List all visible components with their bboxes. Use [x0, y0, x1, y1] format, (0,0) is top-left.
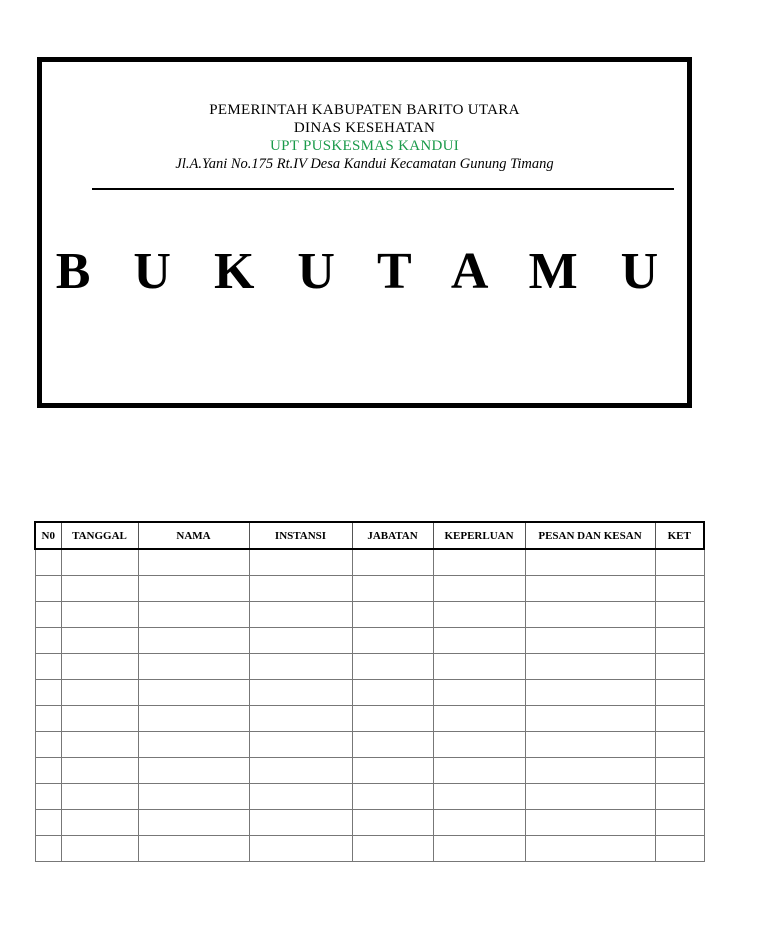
- table-cell: [655, 758, 704, 784]
- table-cell: [525, 628, 655, 654]
- table-cell: [249, 706, 352, 732]
- table-cell: [35, 602, 61, 628]
- table-cell: [61, 836, 138, 862]
- table-cell: [61, 628, 138, 654]
- table-cell: [525, 654, 655, 680]
- table-cell: [138, 810, 249, 836]
- table-row: [35, 680, 704, 706]
- column-header-nama: NAMA: [138, 522, 249, 549]
- table-cell: [61, 706, 138, 732]
- table-cell: [525, 732, 655, 758]
- table-cell: [61, 576, 138, 602]
- column-header-tanggal: TANGGAL: [61, 522, 138, 549]
- table-cell: [249, 732, 352, 758]
- table-row: [35, 576, 704, 602]
- table-cell: [249, 628, 352, 654]
- table-cell: [35, 628, 61, 654]
- puskesmas-name: UPT PUSKESMAS KANDUI: [269, 138, 460, 154]
- table-cell: [352, 758, 433, 784]
- table-cell: [138, 784, 249, 810]
- table-cell: [35, 732, 61, 758]
- table-row: [35, 784, 704, 810]
- table-cell: [352, 836, 433, 862]
- table-cell: [352, 628, 433, 654]
- table-cell: [35, 654, 61, 680]
- table-row: [35, 628, 704, 654]
- table-cell: [525, 549, 655, 576]
- letterhead-divider: [92, 188, 674, 190]
- guest-book-table: [34, 521, 705, 862]
- table-cell: [655, 549, 704, 576]
- table-cell: [433, 706, 525, 732]
- table-cell: [35, 758, 61, 784]
- table-cell: [61, 732, 138, 758]
- column-header-keperluan: KEPERLUAN: [433, 522, 525, 549]
- column-header-jabatan: JABATAN: [352, 522, 433, 549]
- table-cell: [352, 602, 433, 628]
- table-body: [35, 549, 704, 862]
- cover-box: [37, 57, 692, 408]
- table-cell: [433, 836, 525, 862]
- table-header-row: [35, 522, 704, 549]
- table-cell: [35, 784, 61, 810]
- table-cell: [525, 576, 655, 602]
- table-cell: [352, 810, 433, 836]
- table-cell: [35, 836, 61, 862]
- table-cell: [433, 758, 525, 784]
- table-cell: [433, 810, 525, 836]
- table-cell: [525, 602, 655, 628]
- table-cell: [138, 549, 249, 576]
- table-cell: [138, 758, 249, 784]
- table-cell: [655, 602, 704, 628]
- table-cell: [352, 732, 433, 758]
- table-cell: [352, 576, 433, 602]
- table-cell: [655, 706, 704, 732]
- table-cell: [352, 680, 433, 706]
- table-cell: [525, 836, 655, 862]
- table-cell: [138, 680, 249, 706]
- page-title: B U K U T A M U: [55, 243, 674, 300]
- table-cell: [525, 810, 655, 836]
- table-cell: [525, 680, 655, 706]
- department-name: DINAS KESEHATAN: [293, 120, 436, 136]
- table-cell: [655, 680, 704, 706]
- table-cell: [35, 706, 61, 732]
- table-cell: [525, 706, 655, 732]
- table-cell: [61, 810, 138, 836]
- column-header-pesan-kesan: PESAN DAN KESAN: [525, 522, 655, 549]
- table-cell: [138, 602, 249, 628]
- table-cell: [433, 576, 525, 602]
- table-cell: [655, 732, 704, 758]
- table-cell: [525, 784, 655, 810]
- table-cell: [433, 680, 525, 706]
- table-cell: [433, 654, 525, 680]
- letterhead: [42, 101, 687, 173]
- table-cell: [433, 784, 525, 810]
- table-cell: [138, 654, 249, 680]
- table-cell: [655, 784, 704, 810]
- table-cell: [433, 732, 525, 758]
- table-row: [35, 836, 704, 862]
- table-row: [35, 732, 704, 758]
- table-cell: [249, 836, 352, 862]
- table-cell: [249, 654, 352, 680]
- government-name: PEMERINTAH KABUPATEN BARITO UTARA: [209, 102, 520, 118]
- table-cell: [352, 549, 433, 576]
- table-cell: [655, 654, 704, 680]
- table-cell: [249, 758, 352, 784]
- table-cell: [352, 784, 433, 810]
- table-cell: [35, 549, 61, 576]
- address: Jl.A.Yani No.175 Rt.IV Desa Kandui Kecamatan Gunung Timang: [175, 156, 554, 172]
- table-cell: [61, 549, 138, 576]
- table-cell: [433, 602, 525, 628]
- column-header-no: N0: [35, 522, 61, 549]
- table-cell: [61, 602, 138, 628]
- table-cell: [138, 706, 249, 732]
- table-cell: [138, 576, 249, 602]
- table-cell: [249, 602, 352, 628]
- table-cell: [249, 680, 352, 706]
- table-cell: [61, 654, 138, 680]
- table-cell: [352, 654, 433, 680]
- table-cell: [249, 810, 352, 836]
- table-cell: [249, 576, 352, 602]
- table-cell: [352, 706, 433, 732]
- table-cell: [61, 680, 138, 706]
- table-row: [35, 758, 704, 784]
- table-row: [35, 549, 704, 576]
- table-row: [35, 706, 704, 732]
- table-cell: [433, 549, 525, 576]
- table-cell: [249, 784, 352, 810]
- table-cell: [61, 784, 138, 810]
- table-cell: [655, 836, 704, 862]
- table-cell: [138, 732, 249, 758]
- table-cell: [249, 549, 352, 576]
- column-header-ket: KET: [655, 522, 704, 549]
- table-row: [35, 602, 704, 628]
- table-cell: [35, 680, 61, 706]
- table-cell: [655, 576, 704, 602]
- table-cell: [61, 758, 138, 784]
- table-cell: [138, 628, 249, 654]
- column-header-instansi: INSTANSI: [249, 522, 352, 549]
- table-row: [35, 654, 704, 680]
- table-cell: [138, 836, 249, 862]
- table-cell: [525, 758, 655, 784]
- table-row: [35, 810, 704, 836]
- table-cell: [655, 628, 704, 654]
- table-cell: [35, 810, 61, 836]
- table-cell: [655, 810, 704, 836]
- table-cell: [433, 628, 525, 654]
- table-cell: [35, 576, 61, 602]
